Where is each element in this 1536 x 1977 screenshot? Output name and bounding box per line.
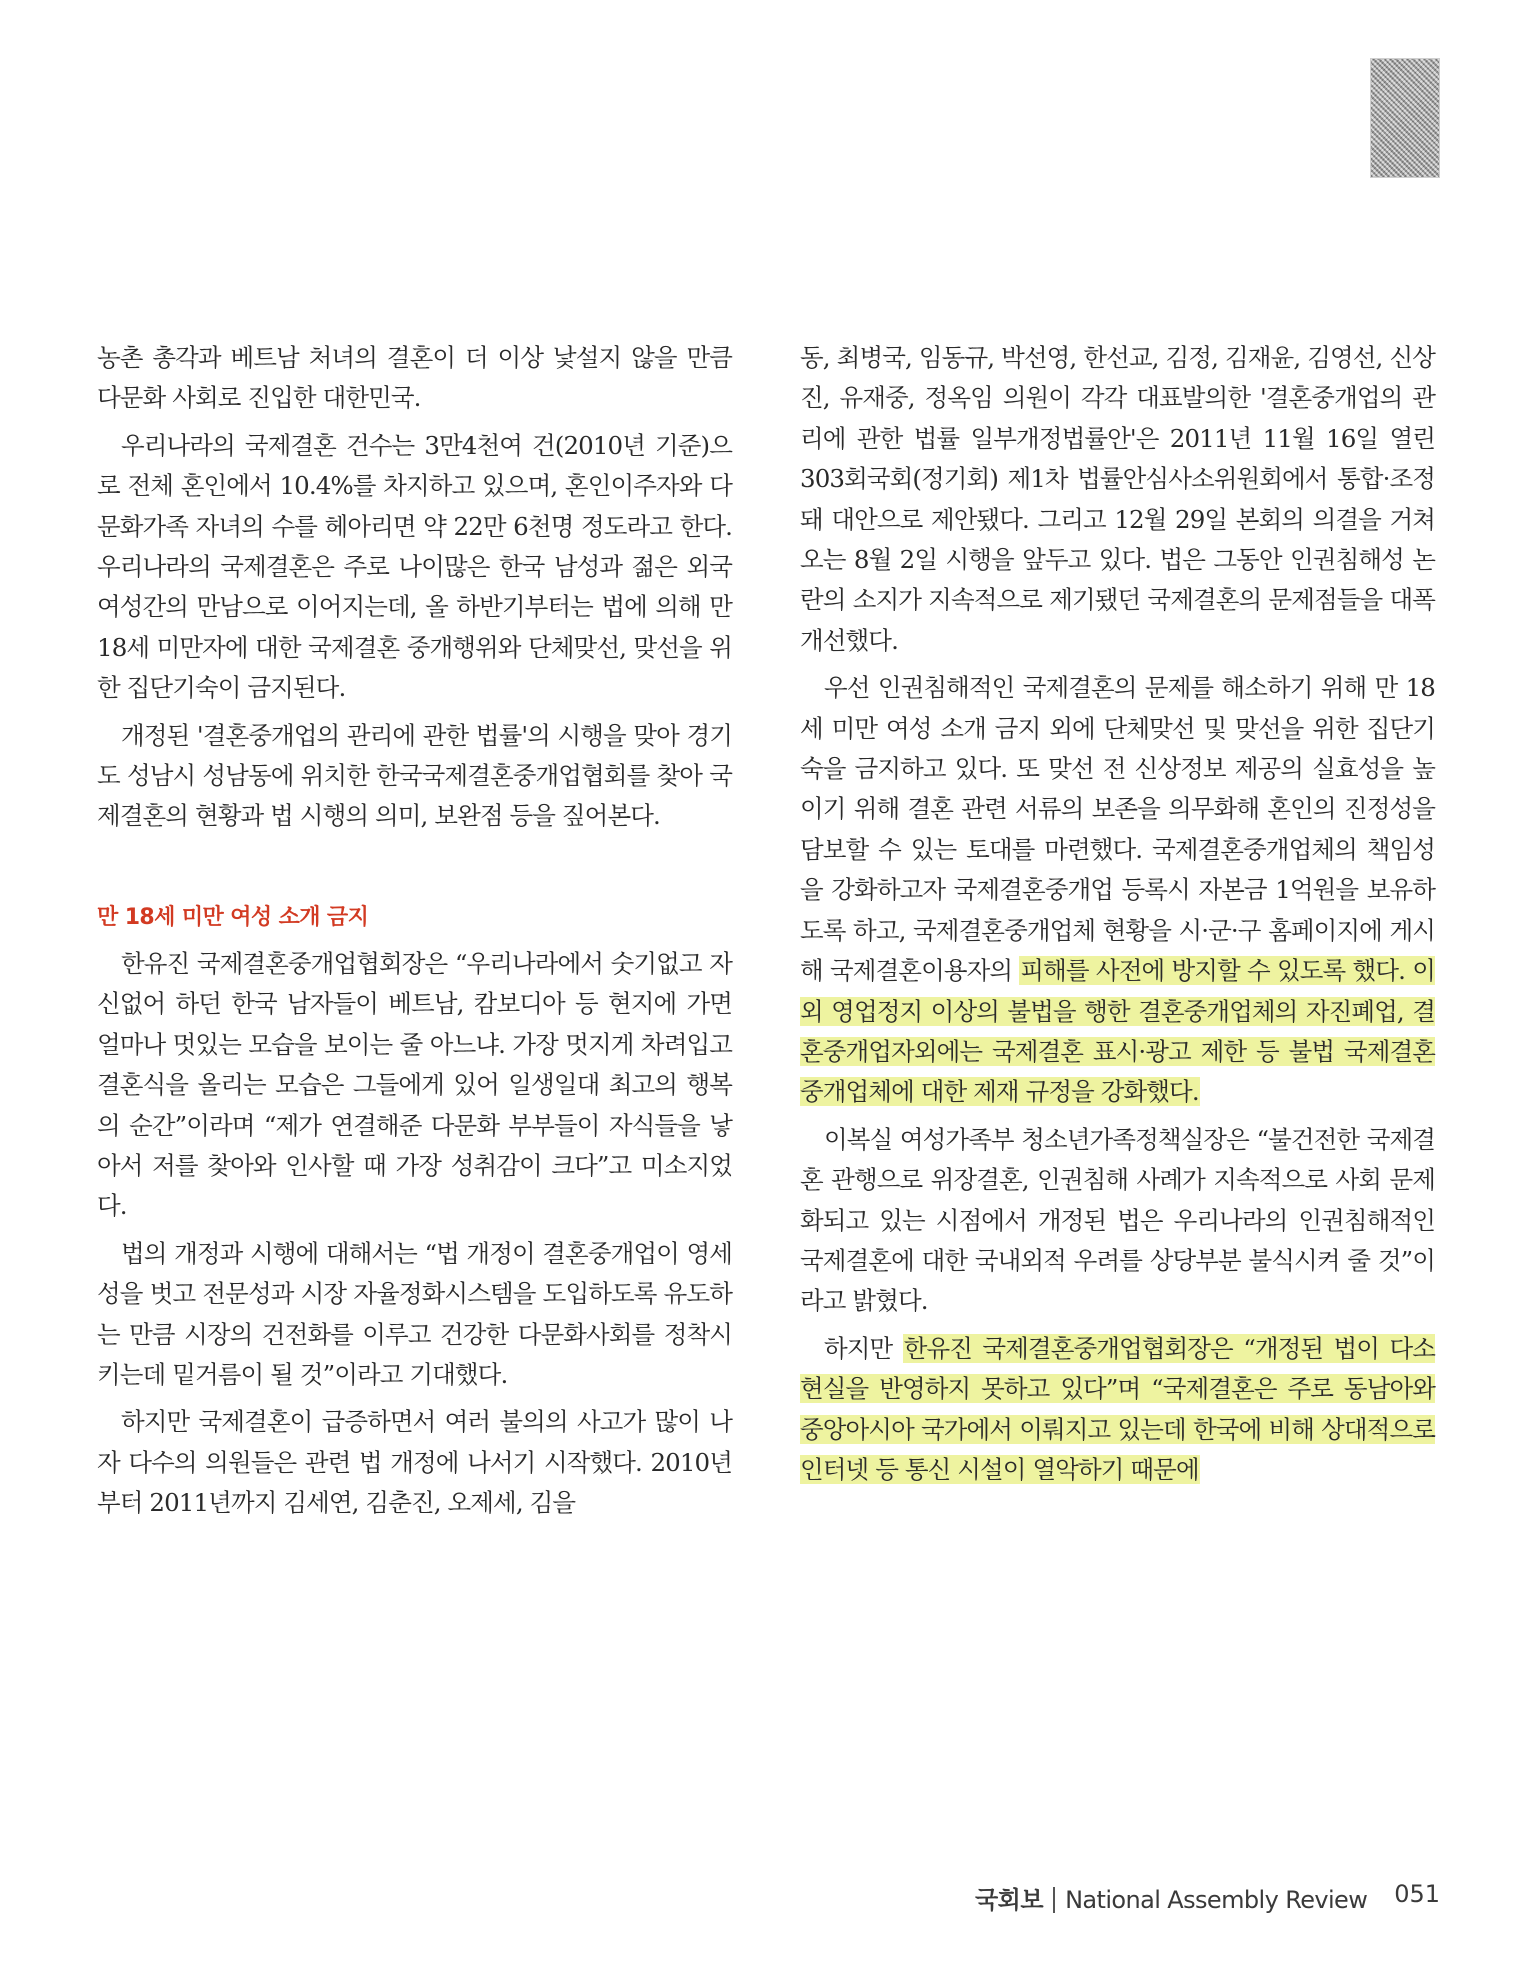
page-number: 051 bbox=[1394, 1880, 1440, 1908]
body-paragraph: 우리나라의 국제결혼 건수는 3만4천여 건(2010년 기준)으로 전체 혼인에서 10.4%를 차지하고 있으며, 혼인이주자와 다문화가족 자녀의 수를 헤아리면 약 22만 6천명 정도라고 한다. 우리나라의 국제결혼은 주로 나이많은 한국 남성과 젊은 외국 여성간의 만남으로 이어지는데, 올 하반기부터는 법에 의해 만 18세 미만자에 대한 국제결혼 중개행위와 단체맞선, 맞선을 위한 집단기숙이 금지된다. bbox=[97, 430, 732, 703]
highlighted-text: 한유진 국제결혼중개업협회장은 “개정된 법이 다소 현실을 반영하지 못하고 있다”며 “국제결혼은 주로 동남아와 중앙아시아 국가에서 이뤄지고 있는데 한국에 비해 상대적으로 인터넷 등 통신 시설이 열악하기 때문에 bbox=[800, 1333, 1435, 1484]
article-column-left bbox=[97, 338, 732, 1531]
footer-magazine-name: National Assembly Review bbox=[1065, 1886, 1368, 1914]
page-footer bbox=[975, 1880, 1440, 1920]
halftone-texture-corner bbox=[1370, 58, 1440, 178]
body-paragraph: 이복실 여성가족부 청소년가족정책실장은 “불건전한 국제결혼 관행으로 위장결혼, 인권침해 사례가 지속적으로 사회 문제화되고 있는 시점에서 개정된 법은 우리나라의 인권침해적인 국제결혼에 대한 국내외적 우려를 상당부분 불식시켜 줄 것”이라고 밝혔다. bbox=[800, 1124, 1435, 1316]
body-paragraph bbox=[800, 1329, 1435, 1491]
section-subheading: 만 18세 미만 여성 소개 금지 bbox=[97, 904, 369, 930]
footer-divider bbox=[1053, 1887, 1055, 1913]
body-paragraph bbox=[800, 668, 1435, 1112]
body-paragraph: 법의 개정과 시행에 대해서는 “법 개정이 결혼중개업이 영세성을 벗고 전문성과 시장 자율정화시스템을 도입하도록 유도하는 만큼 시장의 건전화를 이루고 건강한 다문화사회를 정착시키는데 밑거름이 될 것”이라고 기대했다. bbox=[97, 1238, 732, 1389]
body-paragraph: 개정된 '결혼중개업의 관리에 관한 법률'의 시행을 맞아 경기도 성남시 성남동에 위치한 한국국제결혼중개업협회를 찾아 국제결혼의 현황과 법 시행의 의미, 보완점 등을 짚어본다. bbox=[97, 720, 732, 831]
body-text: 우선 인권침해적인 국제결혼의 문제를 해소하기 위해 만 18세 미만 여성 소개 금지 외에 단체맞선 및 맞선을 위한 집단기숙을 금지하고 있다. 또 맞선 전 신상정보 제공의 실효성을 높이기 위해 결혼 관련 서류의 보존을 의무화해 혼인의 진정성을 담보할 수 있는 토대를 마련했다. 국제결혼중개업체의 책임성을 강화하고자 국제결혼중개업 등록시 자본금 1억원을 보유하도록 하고, 국제결혼중개업체 현황을 시·군·구 홈페이지에 게시해 국제결혼이용자의 bbox=[800, 673, 1435, 986]
body-paragraph-continued: 동, 최병국, 임동규, 박선영, 한선교, 김정, 김재윤, 김영선, 신상진, 유재중, 정옥임 의원이 각각 대표발의한 '결혼중개업의 관리에 관한 법률 일부개정법률안'은 2011년 11월 16일 열린 303회국회(정기회) 제1차 법률안심사소위원회에서 통합·조정돼 대안으로 제안됐다. 그리고 12월 29일 본회의 의결을 거쳐 오는 8월 2일 시행을 앞두고 있다. 법은 그동안 인권침해성 논란의 소지가 지속적으로 제기됐던 국제결혼의 문제점들을 대폭 개선했다. bbox=[800, 343, 1435, 655]
lead-paragraph: 농촌 총각과 베트남 처녀의 결혼이 더 이상 낯설지 않을 만큼 다문화 사회로 진입한 대한민국. bbox=[97, 343, 732, 413]
body-text: 하지만 bbox=[824, 1333, 903, 1363]
footer-brand: 국회보 bbox=[975, 1886, 1044, 1914]
body-paragraph: 하지만 국제결혼이 급증하면서 여러 불의의 사고가 많이 나자 다수의 의원들은 관련 법 개정에 나서기 시작했다. 2010년부터 2011년까지 김세연, 김춘진, 오제세, 김을 bbox=[97, 1407, 732, 1518]
article-column-right bbox=[800, 338, 1435, 1497]
highlighted-text: 피해를 사전에 방지할 수 있도록 했다. 이외 영업정지 이상의 불법을 행한 결혼중개업체의 자진폐업, 결혼중개업자외에는 국제결혼 표시·광고 제한 등 불법 국제결혼중개업체에 대한 제재 규정을 강화했다. bbox=[800, 956, 1435, 1107]
body-paragraph: 한유진 국제결혼중개업협회장은 “우리나라에서 숫기없고 자신없어 하던 한국 남자들이 베트남, 캄보디아 등 현지에 가면 얼마나 멋있는 모습을 보이는 줄 아느냐. 가장 멋지게 차려입고 결혼식을 올리는 모습은 그들에게 있어 일생일대 최고의 행복의 순간”이라며 “제가 연결해준 다문화 부부들이 자식들을 낳아서 저를 찾아와 인사할 때 가장 성취감이 크다”고 미소지었다. bbox=[97, 948, 732, 1221]
